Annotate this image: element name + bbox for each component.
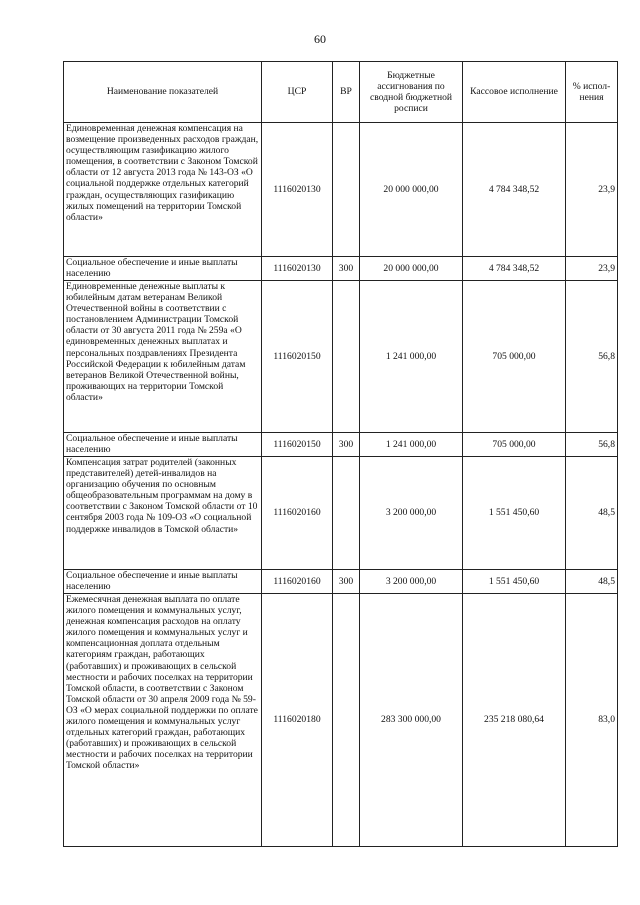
row-name: Социальное обеспечение и иные выплаты населению bbox=[64, 570, 262, 594]
table-row bbox=[64, 257, 618, 281]
row-csr: 1116020130 bbox=[262, 123, 333, 257]
table-row bbox=[64, 123, 618, 257]
budget-table bbox=[63, 61, 618, 847]
table-header-row bbox=[64, 62, 618, 123]
row-percent: 48,5 bbox=[566, 457, 618, 570]
header-percent: % испол-нения bbox=[566, 62, 618, 123]
page-number: 60 bbox=[314, 32, 326, 46]
row-cash: 4 784 348,52 bbox=[463, 123, 566, 257]
row-cash: 1 551 450,60 bbox=[463, 570, 566, 594]
row-name: Ежемесячная денежная выплата по оплате жилого помещения и коммунальных услуг, денежная компенсация расходов на оплату жилого помещения и коммунальных услуг и компенсационная доплата отдельным категориям граждан, работающих (работавших) и проживающих в сельской местности и рабочих поселках на территории Томской области, в соответствии с Законом Томской области от 30 апреля 2009 года № 59-ОЗ «О мерах социальной поддержки по оплате жилого помещения и коммунальных услуг отдельных категорий граждан, работающих (работавших) и проживающих в сельской местности и рабочих поселках на территории Томской области» bbox=[64, 594, 262, 847]
row-assignment: 3 200 000,00 bbox=[360, 570, 463, 594]
row-assignment: 1 241 000,00 bbox=[360, 281, 463, 433]
row-csr: 1116020160 bbox=[262, 570, 333, 594]
row-csr: 1116020150 bbox=[262, 281, 333, 433]
row-percent: 23,9 bbox=[566, 257, 618, 281]
header-assignments: Бюджетные ассигнования по сводной бюджетной росписи bbox=[360, 62, 463, 123]
table-row bbox=[64, 594, 618, 847]
row-cash: 705 000,00 bbox=[463, 281, 566, 433]
row-assignment: 1 241 000,00 bbox=[360, 433, 463, 457]
row-vr bbox=[333, 594, 360, 847]
row-csr: 1116020150 bbox=[262, 433, 333, 457]
header-name: Наименование показателей bbox=[64, 62, 262, 123]
table-row bbox=[64, 281, 618, 433]
row-vr: 300 bbox=[333, 570, 360, 594]
row-vr bbox=[333, 457, 360, 570]
row-percent: 23,9 bbox=[566, 123, 618, 257]
row-name: Социальное обеспечение и иные выплаты населению bbox=[64, 433, 262, 457]
row-cash: 705 000,00 bbox=[463, 433, 566, 457]
row-percent: 48,5 bbox=[566, 570, 618, 594]
table-row bbox=[64, 433, 618, 457]
row-name: Единовременные денежные выплаты к юбилейным датам ветеранам Великой Отечественной войны в соответствии с постановлением Администрации Томской области от 30 августа 2011 года № 259а «О единовременных денежных выплатах и персональных поздравлениях Президента Российской Федерации к юбилейным датам ветеранов Великой Отечественной войны, проживающих на территории Томской области» bbox=[64, 281, 262, 433]
row-name: Единовременная денежная компенсация на возмещение произведенных расходов граждан, осуществляющим газификацию жилого помещения, в соответствии с Законом Томской области от 12 августа 2013 года № 143-ОЗ «О социальной поддержке отдельных категорий граждан, осуществляющих газификацию жилых помещений на территории Томской области» bbox=[64, 123, 262, 257]
row-percent: 56,8 bbox=[566, 433, 618, 457]
row-vr bbox=[333, 123, 360, 257]
row-csr: 1116020130 bbox=[262, 257, 333, 281]
row-csr: 1116020180 bbox=[262, 594, 333, 847]
row-vr: 300 bbox=[333, 433, 360, 457]
table-row bbox=[64, 457, 618, 570]
row-assignment: 283 300 000,00 bbox=[360, 594, 463, 847]
row-percent: 56,8 bbox=[566, 281, 618, 433]
header-vr: ВР bbox=[333, 62, 360, 123]
header-csr: ЦСР bbox=[262, 62, 333, 123]
row-percent: 83,0 bbox=[566, 594, 618, 847]
header-cash-execution: Кассовое исполнение bbox=[463, 62, 566, 123]
row-cash: 235 218 080,64 bbox=[463, 594, 566, 847]
row-cash: 1 551 450,60 bbox=[463, 457, 566, 570]
row-csr: 1116020160 bbox=[262, 457, 333, 570]
row-assignment: 20 000 000,00 bbox=[360, 123, 463, 257]
table-row bbox=[64, 570, 618, 594]
row-vr: 300 bbox=[333, 257, 360, 281]
row-assignment: 3 200 000,00 bbox=[360, 457, 463, 570]
row-assignment: 20 000 000,00 bbox=[360, 257, 463, 281]
row-name: Социальное обеспечение и иные выплаты населению bbox=[64, 257, 262, 281]
row-cash: 4 784 348,52 bbox=[463, 257, 566, 281]
row-vr bbox=[333, 281, 360, 433]
row-name: Компенсация затрат родителей (законных представителей) детей-инвалидов на организацию обучения по основным общеобразовательным программам на дому в соответствии с Законом Томской области от 10 сентября 2003 года № 109-ОЗ «О социальной поддержке инвалидов в Томской области» bbox=[64, 457, 262, 570]
